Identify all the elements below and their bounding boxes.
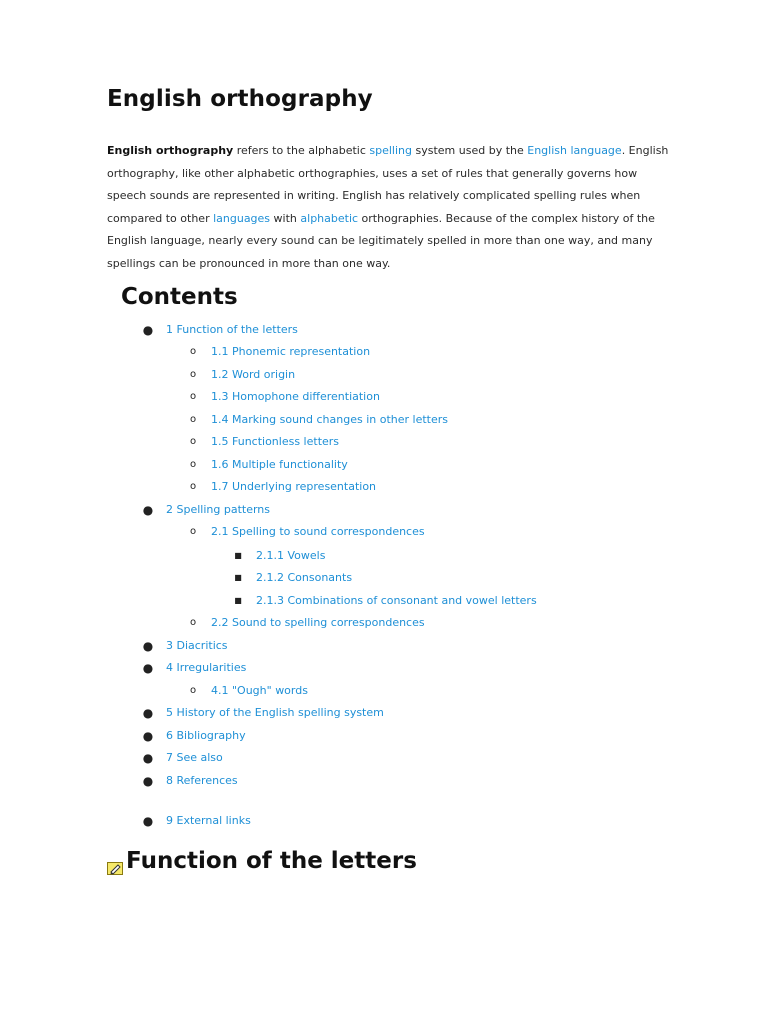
toc-item-level-2[interactable]	[189, 366, 296, 384]
page-title: English orthography	[107, 86, 373, 112]
intro-paragraph	[107, 140, 677, 276]
toc-item-level-1[interactable]	[142, 704, 384, 722]
toc-item-level-1[interactable]	[142, 812, 251, 830]
toc-item-level-2[interactable]	[189, 433, 340, 451]
toc-bullet: o	[189, 459, 197, 470]
intro-bold-term: English orthography	[107, 144, 234, 157]
intro-text: orthographies. Because of the complex history of the English language, nearly every sound can be legitimately spelled in more than one way, and many spellings can be pronounced in more than one way.	[107, 211, 655, 270]
toc-link[interactable]: 3 Diacritics	[166, 639, 228, 652]
toc-link[interactable]: 2.1.3 Combinations of consonant and vowel letters	[256, 594, 537, 607]
toc-bullet: o	[189, 617, 197, 628]
toc-link[interactable]: 1.3 Homophone differentiation	[211, 390, 380, 403]
toc-link[interactable]: 2 Spelling patterns	[166, 503, 270, 516]
intro-text: with	[270, 211, 301, 225]
toc-link[interactable]: 9 External links	[166, 814, 251, 827]
toc-link[interactable]: 2.2 Sound to spelling correspondences	[211, 616, 425, 629]
toc-link[interactable]: 2.1 Spelling to sound correspondences	[211, 525, 425, 538]
toc-item-level-3[interactable]	[234, 547, 326, 565]
toc-link[interactable]: 1 Function of the letters	[166, 323, 298, 336]
toc-link[interactable]: 7 See also	[166, 751, 223, 764]
link-alphabetic[interactable]: alphabetic	[300, 211, 359, 225]
toc-link[interactable]: 6 Bibliography	[166, 729, 246, 742]
contents-title: Contents	[121, 284, 238, 310]
edit-icon[interactable]	[107, 856, 124, 871]
toc-bullet: ●	[142, 814, 154, 828]
section-heading	[107, 848, 417, 874]
toc-link[interactable]: 1.4 Marking sound changes in other letters	[211, 413, 449, 426]
toc-link[interactable]: 2.1.1 Vowels	[256, 549, 326, 562]
link-spelling[interactable]: spelling	[369, 144, 412, 157]
toc-link[interactable]: 8 References	[166, 774, 238, 787]
toc-bullet: o	[189, 346, 197, 357]
toc-bullet: ●	[142, 774, 154, 788]
intro-text: system used by the	[412, 144, 528, 157]
toc-link[interactable]: 4.1 "Ough" words	[211, 684, 308, 697]
toc-bullet: ●	[142, 503, 154, 517]
toc-bullet: o	[189, 685, 197, 696]
toc-link[interactable]: 1.6 Multiple functionality	[211, 458, 348, 471]
toc-bullet: o	[189, 369, 197, 380]
toc-bullet: ●	[142, 706, 154, 720]
toc-item-level-1[interactable]	[142, 321, 298, 339]
toc-item-level-2[interactable]	[189, 456, 348, 474]
toc-item-level-2[interactable]	[189, 411, 449, 429]
toc-item-level-3[interactable]	[234, 569, 353, 587]
toc-item-level-2[interactable]	[189, 388, 380, 406]
toc-item-level-1[interactable]	[142, 637, 228, 655]
toc-item-level-1[interactable]	[142, 659, 247, 677]
toc-bullet: ●	[142, 661, 154, 675]
toc-link[interactable]: 1.7 Underlying representation	[211, 480, 377, 493]
toc-link[interactable]: 4 Irregularities	[166, 661, 247, 674]
toc-item-level-2[interactable]	[189, 343, 371, 361]
toc-item-level-1[interactable]	[142, 727, 246, 745]
toc-bullet: ●	[142, 323, 154, 337]
toc-link[interactable]: 1.2 Word origin	[211, 368, 296, 381]
toc-bullet: ●	[142, 639, 154, 653]
toc-item-level-3[interactable]	[234, 592, 537, 610]
intro-text: refers to the alphabetic	[233, 144, 370, 157]
toc-bullet: ●	[142, 751, 154, 765]
toc-link[interactable]: 2.1.2 Consonants	[256, 571, 353, 584]
toc-bullet: o	[189, 391, 197, 402]
link-languages[interactable]: languages	[213, 211, 271, 225]
toc-bullet: o	[189, 481, 197, 492]
toc-link[interactable]: 5 History of the English spelling system	[166, 706, 384, 719]
toc-bullet: o	[189, 436, 197, 447]
toc-bullet: o	[189, 414, 197, 425]
section-heading-text: Function of the letters	[126, 848, 417, 874]
toc-bullet: ●	[142, 729, 154, 743]
intro-text: . English orthography, like other alphabetic orthographies, uses a set of rules that generally governs how speech sounds are represented in writing. English has relatively complicated spelling rules when compared to other	[107, 144, 669, 225]
toc-item-level-1[interactable]	[142, 501, 270, 519]
toc-item-level-1[interactable]	[142, 772, 238, 790]
link-english-language[interactable]: English language	[527, 144, 622, 157]
toc-item-level-2[interactable]	[189, 523, 425, 541]
toc-bullet: o	[189, 526, 197, 537]
toc-link[interactable]: 1.1 Phonemic representation	[211, 345, 371, 358]
toc-bullet: ■	[234, 573, 242, 582]
toc-item-level-2[interactable]	[189, 478, 377, 496]
toc-item-level-2[interactable]	[189, 614, 425, 632]
toc-link[interactable]: 1.5 Functionless letters	[211, 435, 340, 448]
toc-bullet: ■	[234, 596, 242, 605]
toc-bullet: ■	[234, 551, 242, 560]
toc-item-level-1[interactable]	[142, 749, 223, 767]
toc-item-level-2[interactable]	[189, 682, 308, 700]
